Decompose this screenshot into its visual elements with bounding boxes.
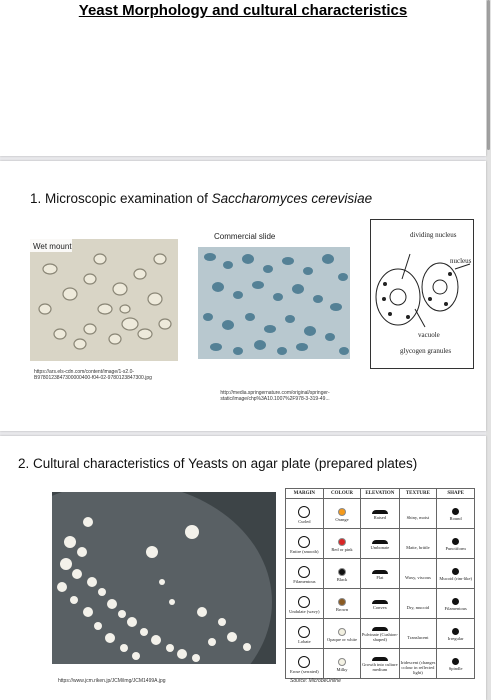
colour-swatch-icon — [338, 508, 346, 516]
colour-swatch-icon — [338, 658, 346, 666]
label-vacuole: vacuole — [418, 331, 440, 339]
table-header-cell: TEXTURE — [399, 489, 437, 499]
table-cell-label: Translucent — [407, 634, 429, 640]
wet-mount-micrograph — [30, 239, 178, 361]
table-cell-elevation — [361, 499, 399, 529]
label-dividing-nucleus: dividing nucleus — [410, 231, 457, 239]
slide-1[interactable] — [0, 0, 486, 156]
table-cell-colour — [323, 589, 361, 619]
wet-mount-label: Wet mount — [33, 242, 72, 251]
table-cell-label: Brown — [335, 606, 349, 612]
table-cell-label: Milky — [336, 666, 348, 672]
table-row — [286, 619, 475, 649]
table-row — [286, 559, 475, 589]
table-cell-label: Red or pink — [331, 546, 353, 552]
margin-shape-icon — [298, 656, 310, 668]
table-cell-colour — [323, 649, 361, 679]
table-cell-label: Filamentous — [444, 606, 467, 611]
margin-shape-icon — [298, 596, 310, 608]
table-cell-margin — [286, 559, 324, 589]
table-cell-label: Opaque or white — [326, 636, 357, 642]
section-heading-microscopy: 1. Microscopic examination of Saccharomyces cerevisiae — [30, 191, 373, 206]
table-cell-margin — [286, 499, 324, 529]
table-cell-label: Iridescent (changes colour in reflected light) — [400, 659, 436, 675]
source-link-left[interactable]: https://ars.els-cdn.com/content/image/1-s2.0-B9780123847300000400-f04-02-9780123847300.jpg — [34, 369, 152, 381]
colony-shape-icon — [452, 658, 459, 665]
slide-2[interactable] — [0, 161, 486, 431]
table-cell-label: Mucoid (rim-like) — [439, 576, 472, 581]
elevation-profile-icon — [372, 627, 388, 631]
table-cell-label: Punctiform — [445, 546, 466, 551]
table-row — [286, 649, 475, 679]
margin-shape-icon — [298, 506, 310, 518]
table-cell-label: Erose (serrated) — [290, 668, 319, 674]
slide-3[interactable] — [0, 436, 486, 700]
table-cell-texture — [399, 649, 437, 679]
table-cell-label: Undulate (wavy) — [289, 608, 320, 614]
section-heading-cultural: 2. Cultural characteristics of Yeasts on agar plate (prepared plates) — [18, 456, 418, 471]
table-cell-texture — [399, 619, 437, 649]
table-cell-margin — [286, 589, 324, 619]
margin-shape-icon — [298, 566, 310, 578]
table-cell-label: Pulvinate (Cushion-shaped) — [361, 632, 398, 642]
table-cell-elevation — [361, 649, 399, 679]
elevation-profile-icon — [372, 540, 388, 544]
table-cell-label: Black — [336, 576, 348, 582]
colour-swatch-icon — [338, 568, 346, 576]
table-cell-elevation — [361, 529, 399, 559]
source-link-agar[interactable]: https://www.jcm.riken.jp/JCM/img/JCM1499A.jpg — [58, 678, 166, 684]
table-cell-label: Entire (smooth) — [290, 548, 319, 554]
table-cell-colour — [323, 559, 361, 589]
scroll-thumb[interactable] — [487, 0, 490, 150]
table-cell-texture — [399, 589, 437, 619]
table-cell-shape — [437, 499, 475, 529]
colour-swatch-icon — [338, 628, 346, 636]
colony-shape-icon — [452, 568, 459, 575]
table-cell-elevation — [361, 589, 399, 619]
table-cell-label: Growth into culture medium — [362, 662, 398, 672]
table-cell-elevation — [361, 619, 399, 649]
table-cell-margin — [286, 529, 324, 559]
table-row — [286, 589, 475, 619]
table-row — [286, 529, 475, 559]
table-cell-label: Shiny, moist — [406, 514, 430, 520]
table-cell-colour — [323, 619, 361, 649]
table-cell-colour — [323, 529, 361, 559]
table-cell-label: Orange — [335, 516, 349, 522]
colony-shape-icon — [452, 538, 459, 545]
agar-plate-photo — [52, 492, 276, 664]
table-header-cell: MARGIN — [286, 489, 324, 499]
elevation-profile-icon — [372, 657, 388, 661]
cultural-characteristics-table — [285, 488, 475, 679]
table-cell-shape — [437, 559, 475, 589]
yeast-cell-diagram — [370, 219, 474, 369]
table-credit: Source: MicrobeOnline — [290, 678, 341, 684]
table-cell-label: Umbonate — [370, 544, 390, 550]
table-cell-texture — [399, 499, 437, 529]
margin-shape-icon — [298, 626, 310, 638]
colony-shape-icon — [452, 628, 459, 635]
table-row — [286, 499, 475, 529]
table-cell-label: Matte, brittle — [406, 544, 430, 550]
table-cell-label: Lobate — [298, 638, 311, 644]
table-cell-label: Flat — [376, 574, 384, 580]
table-cell-shape — [437, 529, 475, 559]
table-cell-label: Irregular — [447, 636, 464, 641]
label-glycogen: glycogen granules — [400, 347, 452, 355]
table-header-cell: COLOUR — [323, 489, 361, 499]
scrollbar[interactable] — [486, 0, 491, 700]
table-cell-shape — [437, 619, 475, 649]
table-cell-label: Spindle — [448, 666, 463, 671]
table-header-cell: SHAPE — [437, 489, 475, 499]
table-cell-shape — [437, 649, 475, 679]
table-cell-label: Round — [449, 516, 462, 521]
table-cell-texture — [399, 529, 437, 559]
table-cell-colour — [323, 499, 361, 529]
colony-shape-icon — [452, 508, 459, 515]
table-cell-shape — [437, 589, 475, 619]
elevation-profile-icon — [372, 600, 388, 604]
table-cell-label: Curled — [298, 518, 311, 524]
table-cell-margin — [286, 619, 324, 649]
commercial-slide-micrograph — [198, 247, 350, 359]
table-cell-label: Dry, mucoid — [406, 604, 430, 610]
table-header-row — [286, 489, 475, 499]
source-link-mid[interactable]: http://media.springernature.com/original/springer-static/image/chp%3A10.1007%2F978-3-319-49... — [220, 390, 330, 402]
table-cell-elevation — [361, 559, 399, 589]
margin-shape-icon — [298, 536, 310, 548]
colony-shape-icon — [452, 598, 459, 605]
table-cell-label: Filamentous — [293, 578, 316, 584]
colour-swatch-icon — [338, 598, 346, 606]
label-nucleus: nucleus — [450, 257, 472, 265]
colour-swatch-icon — [338, 538, 346, 546]
table-header-cell: ELEVATION — [361, 489, 399, 499]
elevation-profile-icon — [372, 570, 388, 574]
commercial-slide-label: Commercial slide — [214, 232, 276, 241]
table-cell-texture — [399, 559, 437, 589]
elevation-profile-icon — [372, 510, 388, 514]
table-cell-margin — [286, 649, 324, 679]
table-cell-label: Waxy, viscous — [404, 574, 431, 580]
table-cell-label: Raised — [373, 514, 387, 520]
slide-title: Yeast Morphology and cultural characteristics — [78, 2, 408, 19]
table-cell-label: Convex — [372, 604, 387, 610]
